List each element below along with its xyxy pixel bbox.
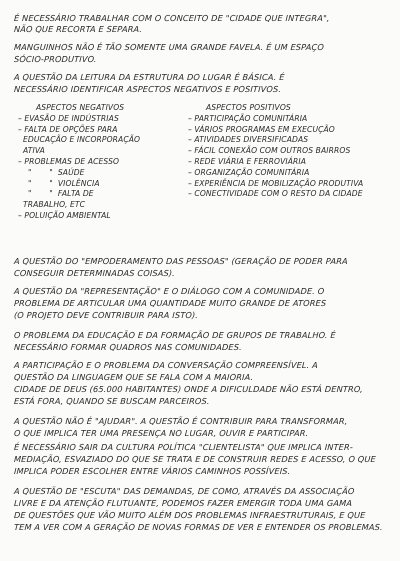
list-item: " " VIOLÊNCIA [18,178,100,188]
list-item: TRABALHO, ETC [18,200,86,210]
text-line: DE QUESTÕES QUE VÃO MUITO ALÉM DOS PROBLEMAS INFRAESTRUTURAIS, E QUE [13,510,366,520]
text-line: PROBLEMA DE ARTICULAR UMA QUANTIDADE MUITO GRANDE DE ATORES [13,298,327,308]
text-line: CONSEGUIR DETERMINADAS COISAS). [13,268,176,278]
text-line: A QUESTÃO DA "REPRESENTAÇÃO" E O DIÁLOGO COM A COMUNIDADE. O [13,286,325,296]
text-line: NÃO QUE RECORTA E SEPARA. [13,24,143,34]
text-line: A QUESTÃO NÃO É "AJUDAR". A QUESTÃO É CONTRIBUIR PARA TRANSFORMAR, [13,416,348,426]
text-line: MEDIAÇÃO, ESVAZIADO DO QUE SE TRATA E DE CONSTRUIR REDES E ACESSO, O QUE [13,454,377,464]
negative-aspects-heading: ASPECTOS NEGATIVOS [36,103,125,112]
list-item: ATIVA [18,146,45,156]
list-item: – VÁRIOS PROGRAMAS EM EXECUÇÃO [188,124,335,134]
text-line: ESTÁ FORA, QUANDO SE BUSCAM PARCEIROS. [13,396,210,406]
list-item: – POLUIÇÃO AMBIENTAL [18,210,111,220]
text-line: TEM A VER COM A GERAÇÃO DE NOVAS FORMAS DE VER E ENTENDER OS PROBLEMAS. [13,522,384,532]
list-item: – FALTA DE OPÇÕES PARA [18,124,118,134]
list-item: " " SAÚDE [18,167,85,177]
positive-aspects-list [188,103,393,200]
text-line: É NECESSÁRIO SAIR DA CULTURA POLÍTICA "CLIENTELISTA" QUE IMPLICA INTER- [13,442,354,452]
list-item: – FÁCIL CONEXÃO COM OUTROS BAIRROS [188,146,351,156]
list-item: – PROBLEMAS DE ACESSO [18,156,120,166]
negative-aspects-list [18,103,198,222]
text-line: A QUESTÃO DA LEITURA DA ESTRUTURA DO LUGAR É BÁSICA. É [13,72,285,82]
list-item: – ATIVIDADES DIVERSIFICADAS [188,135,309,145]
positive-aspects-heading: ASPECTOS POSITIVOS [206,103,291,112]
list-item: – CONECTIVIDADE COM O RESTO DA CIDADE [188,189,363,199]
list-item: – ORGANIZAÇÃO COMUNITÁRIA [188,167,310,177]
text-line: SÓCIO-PRODUTIVO. [13,54,97,64]
text-line: NECESSÁRIO IDENTIFICAR ASPECTOS NEGATIVOS E POSITIVOS. [13,84,282,94]
text-line: A QUESTÃO DE "ESCUTA" DAS DEMANDAS, DE COMO, ATRAVÉS DA ASSOCIAÇÃO [13,486,355,496]
text-line: O QUE IMPLICA TER UMA PRESENÇA NO LUGAR, OUVIR E PARTICIPAR. [13,428,309,438]
list-item: – EXPERIÊNCIA DE MOBILIZAÇÃO PRODUTIVA [188,178,364,188]
text-line: QUESTÃO DA LINGUAGEM QUE SE FALA COM A MAIORIA. [13,372,254,382]
text-line: LIVRE E DA ATENÇÃO FLUTUANTE, PODEMOS FAZER EMERGIR TODA UMA GAMA [13,498,353,508]
list-item: – REDE VIÁRIA E FERROVIÁRIA [188,156,307,166]
text-line: CIDADE DE DEUS (65.000 HABITANTES) ONDE A DIFICULDADE NÃO ESTÁ DENTRO, [13,384,364,394]
text-line: NECESSÁRIO FORMAR QUADROS NAS COMUNIDADES. [13,342,243,352]
text-line: É NECESSÁRIO TRABALHAR COM O CONCEITO DE "CIDADE QUE INTEGRA", [13,13,330,23]
list-item: EDUCAÇÃO E INCORPORAÇÃO [18,135,141,145]
list-item: " " FALTA DE [18,189,94,199]
text-line: (O PROJETO DEVE CONTRIBUIR PARA ISTO). [13,310,199,320]
list-item: – PARTICIPAÇÃO COMUNITÁRIA [188,113,308,123]
text-line: MANGUINHOS NÃO É TÃO SOMENTE UMA GRANDE FAVELA. É UM ESPAÇO [13,42,325,52]
text-line: A QUESTÃO DO "EMPODERAMENTO DAS PESSOAS" (GERAÇÃO DE PODER PARA [13,256,349,266]
text-line: A PARTICIPAÇÃO E O PROBLEMA DA CONVERSAÇÃO COMPREENSÍVEL. A [13,360,319,370]
text-line: IMPLICA PODER ESCOLHER ENTRE VÁRIOS CAMINHOS POSSÍVEIS. [13,466,291,476]
list-item: – EVASÃO DE INDÚSTRIAS [18,113,119,123]
text-line: O PROBLEMA DA EDUCAÇÃO E DA FORMAÇÃO DE GRUPOS DE TRABALHO. É [13,330,337,340]
